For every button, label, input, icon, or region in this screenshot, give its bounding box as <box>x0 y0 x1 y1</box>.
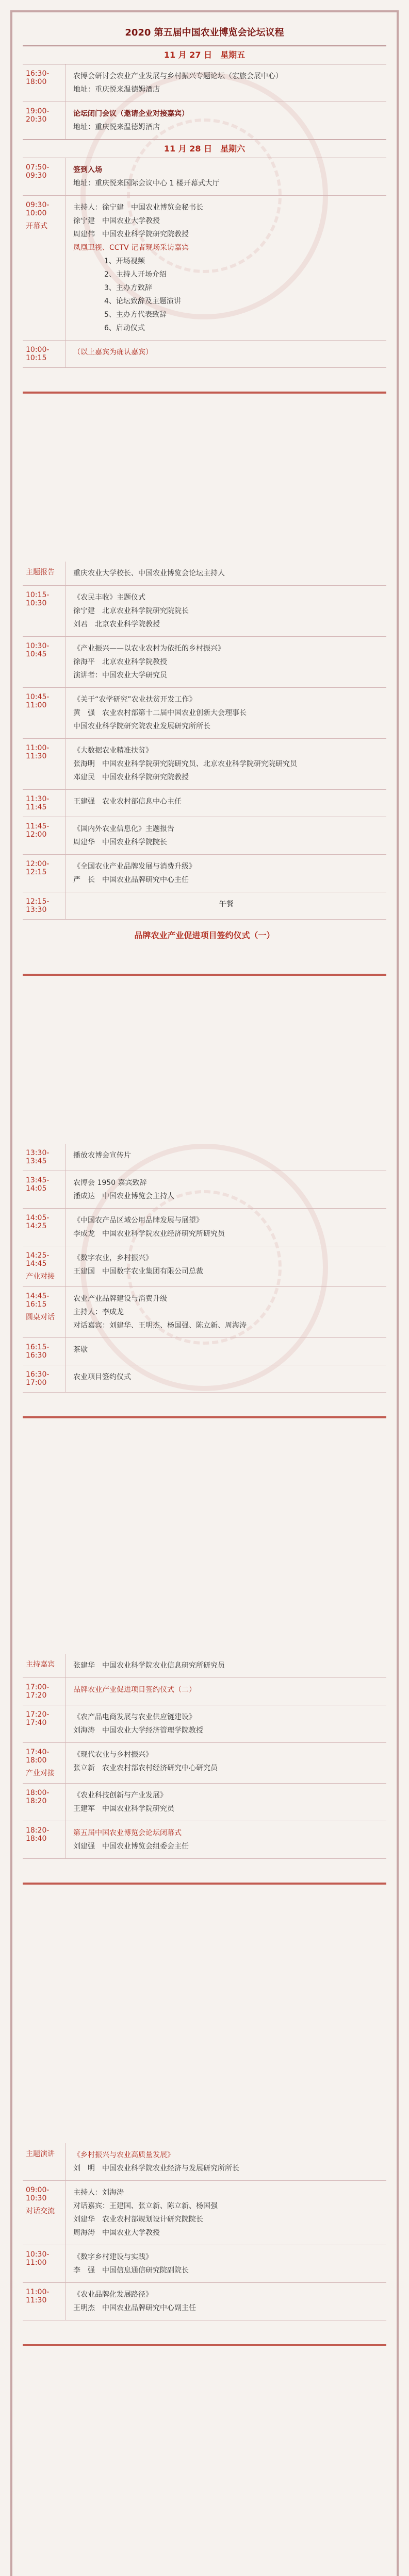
content-cell <box>66 158 386 195</box>
agenda-row <box>23 1654 386 1678</box>
agenda-line: 《农产品电商发展与农业供应链建设》 <box>73 1713 196 1721</box>
content-cell <box>66 586 386 636</box>
agenda-line: 地址：重庆悦来国际会议中心 1 楼开幕式大厅 <box>73 179 220 188</box>
agenda-line: 周海涛 中国农业大学教授 <box>73 2229 160 2237</box>
agenda-line: 主持人：刘海涛 <box>73 2189 124 2197</box>
agenda-row <box>23 892 386 920</box>
agenda-row <box>23 1246 386 1287</box>
agenda-line: 农博会 1950 嘉宾致辞 <box>73 1179 147 1187</box>
agenda-section-d <box>23 1654 386 1895</box>
agenda-line: 凤凰卫视、CCTV 记者现场采访嘉宾 <box>73 244 189 252</box>
time-cell: 12:15-13:30 <box>23 892 66 919</box>
time-cell: 07:50-09:30 <box>23 158 66 195</box>
agenda-row <box>23 562 386 586</box>
agenda-row <box>23 341 386 368</box>
time-cell: 10:15-10:30 <box>23 586 66 636</box>
agenda-line: 《产业振兴——以农业农村为依托的乡村振兴》 <box>73 645 225 653</box>
content-cell <box>66 1784 386 1821</box>
content-cell <box>66 196 386 340</box>
agenda-section-e <box>23 2143 386 2357</box>
time-cell: 16:30-18:00 <box>23 64 66 101</box>
agenda-line: 张海明 中国农业科学院研究院研究员、北京农业科学院研究院研究员 <box>73 760 297 768</box>
time-label: 09:00-10:30 <box>26 2186 50 2202</box>
content-cell <box>66 790 386 817</box>
agenda-line: 《国内外农业信息化》主题报告 <box>73 825 174 833</box>
content-cell <box>66 688 386 738</box>
agenda-row <box>23 1171 386 1209</box>
time-label: 14:45-16:15 <box>26 1292 50 1309</box>
content-cell <box>66 1743 386 1783</box>
agenda-line: 午餐 <box>219 900 234 908</box>
time-cell: 16:15-16:30 <box>23 1338 66 1365</box>
section-divider <box>23 1883 386 1885</box>
agenda-line: 农业产业品牌建设与消费升级 <box>73 1295 167 1303</box>
session-tag: 开幕式 <box>26 222 47 230</box>
section-closing: 品牌农业产业促进项目签约仪式（一） <box>134 930 275 940</box>
session-tag: 产业对接 <box>26 1273 55 1281</box>
session-tag: 圆桌对话 <box>26 1313 55 1321</box>
content-cell <box>66 2181 386 2245</box>
agenda-row <box>23 790 386 817</box>
page-title: 2020 第五届中国农业博览会论坛议程 <box>23 21 386 46</box>
session-tag: 产业对接 <box>26 1769 55 1777</box>
agenda-line: 徐宁建 北京农业科学院研究院院长 <box>73 607 189 615</box>
agenda-row <box>23 2283 386 2320</box>
agenda-row <box>23 2143 386 2181</box>
agenda-line: 《全国农业产业品牌发展与消费升级》 <box>73 862 196 871</box>
time-cell: 18:20-18:40 <box>23 1821 66 1858</box>
time-cell: 17:20-17:40 <box>23 1705 66 1742</box>
agenda-line: 《大数据农业精准扶贫》 <box>73 747 153 755</box>
content-cell <box>66 1246 386 1286</box>
time-cell: 11:45-12:00 <box>23 817 66 854</box>
agenda-line: 农博会研讨会农业产业发展与乡村振兴专题论坛（宏旅会展中心） <box>73 72 283 80</box>
agenda-line: 张建华 中国农业科学院农业信息研究所研究员 <box>73 1662 225 1670</box>
agenda-row <box>23 637 386 688</box>
agenda-line: 周建伟 中国农业科学院研究院教授 <box>73 230 189 239</box>
agenda-line: 《中国农产品区域公用品牌发展与展望》 <box>73 1216 203 1225</box>
agenda-section-b <box>23 562 386 986</box>
agenda-line: 签到入场 <box>73 166 102 174</box>
content-cell <box>66 637 386 687</box>
content-cell <box>66 2245 386 2282</box>
agenda-line: 王明杰 中国农业品牌研究中心副主任 <box>73 2304 196 2312</box>
agenda-line: 刘君 北京农业科学院教授 <box>73 620 160 629</box>
agenda-line: 徐海平 北京农业科学院教授 <box>73 658 167 666</box>
agenda-line: 地址：重庆悦来温德姆酒店 <box>73 123 160 131</box>
content-cell <box>66 102 386 139</box>
time-cell: 13:45-14:05 <box>23 1171 66 1208</box>
agenda-row <box>23 739 386 790</box>
agenda-line: 主持人：李成龙 <box>73 1308 124 1316</box>
agenda-row <box>23 196 386 341</box>
time-cell: 主题报告 <box>23 562 66 585</box>
agenda-line: 《农业品牌化发展路径》 <box>73 2291 153 2299</box>
agenda-row <box>23 1743 386 1784</box>
agenda-row <box>23 817 386 855</box>
agenda-row <box>23 1287 386 1338</box>
agenda-row <box>23 2181 386 2245</box>
content-cell <box>66 892 386 919</box>
time-label: 09:30-10:00 <box>26 201 50 217</box>
agenda-row <box>23 1821 386 1859</box>
content-cell <box>66 1705 386 1742</box>
agenda-line: 中国农业科学院研究院农业发展研究所所长 <box>73 722 210 731</box>
agenda-line: 地址：重庆悦来温德姆酒店 <box>73 86 160 94</box>
agenda-line: 茶歇 <box>73 1346 88 1354</box>
agenda-line: 黄 强 农业农村部第十二届中国农业创新大会理事长 <box>73 709 247 717</box>
content-cell <box>66 1821 386 1858</box>
content-cell <box>66 64 386 101</box>
agenda-line: 《农业科技创新与产业发展》 <box>73 1791 167 1800</box>
agenda-row <box>23 158 386 196</box>
section-divider <box>23 1416 386 1418</box>
agenda-line: 张立新 农业农村部农村经济研究中心研究员 <box>73 1764 218 1772</box>
agenda-line: 《乡村振兴与农业高质量发展》 <box>73 2151 174 2159</box>
content-cell <box>66 1144 386 1171</box>
agenda-line: 第五届中国农业博览会论坛闭幕式 <box>73 1829 182 1837</box>
content-cell <box>66 562 386 585</box>
section-divider <box>23 974 386 976</box>
agenda-line: 4、论坛致辞及主题演讲 <box>104 297 181 306</box>
agenda-row <box>23 64 386 102</box>
time-cell: 主持嘉宾 <box>23 1654 66 1677</box>
content-cell <box>66 1287 386 1337</box>
agenda-row <box>23 1784 386 1821</box>
agenda-row <box>23 688 386 739</box>
agenda-line: 周建华 中国农业科学院院长 <box>73 838 167 846</box>
time-cell: 19:00-20:30 <box>23 102 66 139</box>
agenda-row <box>23 1365 386 1393</box>
content-cell <box>66 1365 386 1392</box>
date-header: 11 月 28 日 星期六 <box>23 140 386 158</box>
agenda-row <box>23 855 386 892</box>
agenda-line: 潘成达 中国农业博览会主持人 <box>73 1192 174 1200</box>
agenda-line: 刘海涛 中国农业大学经济管理学院教授 <box>73 1726 203 1735</box>
agenda-line: 《农民丰收》主题仪式 <box>73 594 145 602</box>
agenda-line: 品牌农业产业促进项目签约仪式（二） <box>73 1686 196 1694</box>
time-cell: 14:05-14:25 <box>23 1209 66 1246</box>
time-cell: 10:30-10:45 <box>23 637 66 687</box>
agenda-line: （以上嘉宾为确认嘉宾） <box>73 348 153 357</box>
time-cell: 10:30-11:00 <box>23 2245 66 2282</box>
agenda-line: 刘建华 农业农村部规划设计研究院院长 <box>73 2215 203 2224</box>
agenda-line: 6、启动仪式 <box>104 324 145 332</box>
time-cell: 13:30-13:45 <box>23 1144 66 1171</box>
section-divider <box>23 2344 386 2346</box>
agenda-line: 3、主办方致辞 <box>104 284 152 292</box>
agenda-line: 《现代农业与乡村振兴》 <box>73 1751 153 1759</box>
agenda-line: 主持人：徐宁建 中国农业博览会秘书长 <box>73 204 203 212</box>
content-cell <box>66 1654 386 1677</box>
time-cell <box>23 196 66 340</box>
content-cell <box>66 2283 386 2320</box>
time-cell: 18:00-18:20 <box>23 1784 66 1821</box>
agenda-line: 《关于“农学研究”农业扶贫开发工作》 <box>73 696 197 704</box>
date-header: 11 月 27 日 星期五 <box>23 46 386 64</box>
agenda-line: 李 强 中国信息通信研究院副院长 <box>73 2266 189 2275</box>
agenda-line: 播放农博会宣传片 <box>73 1151 131 1160</box>
agenda-line: 2、主持人开场介绍 <box>104 270 167 279</box>
agenda-line: 邓建民 中国农业科学院研究院教授 <box>73 773 189 782</box>
agenda-line: 徐宁建 中国农业大学教授 <box>73 217 160 225</box>
agenda-row <box>23 102 386 140</box>
content-cell <box>66 855 386 892</box>
time-cell: 16:30-17:00 <box>23 1365 66 1392</box>
agenda-line: 李成龙 中国农业科学院农业经济研究所研究员 <box>73 1230 225 1238</box>
content-cell <box>66 1209 386 1246</box>
time-cell: 10:00-10:15 <box>23 341 66 367</box>
agenda-line: 演讲者：中国农业大学研究员 <box>73 671 167 680</box>
time-cell: 17:00-17:20 <box>23 1678 66 1705</box>
content-cell <box>66 739 386 789</box>
time-label: 14:25-14:45 <box>26 1251 50 1268</box>
time-cell <box>23 1287 66 1337</box>
agenda-line: 王建国 中国数字农业集团有限公司总裁 <box>73 1267 203 1276</box>
agenda-line: 对话嘉宾：王建国、张立新、陈立新、杨国强 <box>73 2202 218 2210</box>
time-cell: 11:00-11:30 <box>23 2283 66 2320</box>
content-cell <box>66 1338 386 1365</box>
agenda-line: 5、主办方代表致辞 <box>104 311 167 319</box>
content-cell <box>66 341 386 367</box>
time-cell: 11:30-11:45 <box>23 790 66 817</box>
time-cell: 11:00-11:30 <box>23 739 66 789</box>
agenda-row <box>23 1144 386 1171</box>
agenda-line: 王建军 中国农业科学院研究员 <box>73 1805 174 1813</box>
time-cell <box>23 1246 66 1286</box>
time-cell: 10:45-11:00 <box>23 688 66 738</box>
agenda-line: 王建强 农业农村部信息中心主任 <box>73 798 182 806</box>
time-label: 17:40-18:00 <box>26 1748 50 1765</box>
agenda-line: 《数字乡村建设与实践》 <box>73 2253 153 2261</box>
content-cell <box>66 2143 386 2180</box>
section-divider <box>23 392 386 394</box>
agenda-line: 《数字农业，乡村振兴》 <box>73 1254 153 1262</box>
agenda-line: 对话嘉宾：刘建华、王明杰、杨国强、陈立新、周海涛 <box>73 1321 247 1330</box>
content-cell <box>66 1678 386 1705</box>
agenda-day1 <box>23 21 386 404</box>
agenda-row <box>23 1338 386 1365</box>
agenda-row <box>23 1705 386 1743</box>
content-cell <box>66 817 386 854</box>
agenda-row <box>23 1678 386 1705</box>
agenda-line: 1、开场视频 <box>104 257 145 265</box>
agenda-line: 严 长 中国农业品牌研究中心主任 <box>73 876 189 884</box>
agenda-line: 论坛闭门会议（邀请企业对接嘉宾） <box>73 110 189 118</box>
time-cell <box>23 1743 66 1783</box>
content-cell <box>66 1171 386 1208</box>
agenda-line: 农业项目签约仪式 <box>73 1373 131 1381</box>
agenda-section-c <box>23 1144 386 1429</box>
session-tag: 对话交流 <box>26 2207 55 2215</box>
agenda-line: 刘建强 中国农业博览会组委会主任 <box>73 1842 189 1851</box>
time-cell: 主题演讲 <box>23 2143 66 2180</box>
agenda-row <box>23 1209 386 1246</box>
time-cell <box>23 2181 66 2245</box>
agenda-line: 重庆农业大学校长、中国农业博览会论坛主持人 <box>73 569 225 578</box>
time-cell: 12:00-12:15 <box>23 855 66 892</box>
agenda-row <box>23 2245 386 2283</box>
agenda-row <box>23 586 386 637</box>
agenda-line: 刘 明 中国农业科学院农业经济与发展研究所所长 <box>73 2164 239 2173</box>
